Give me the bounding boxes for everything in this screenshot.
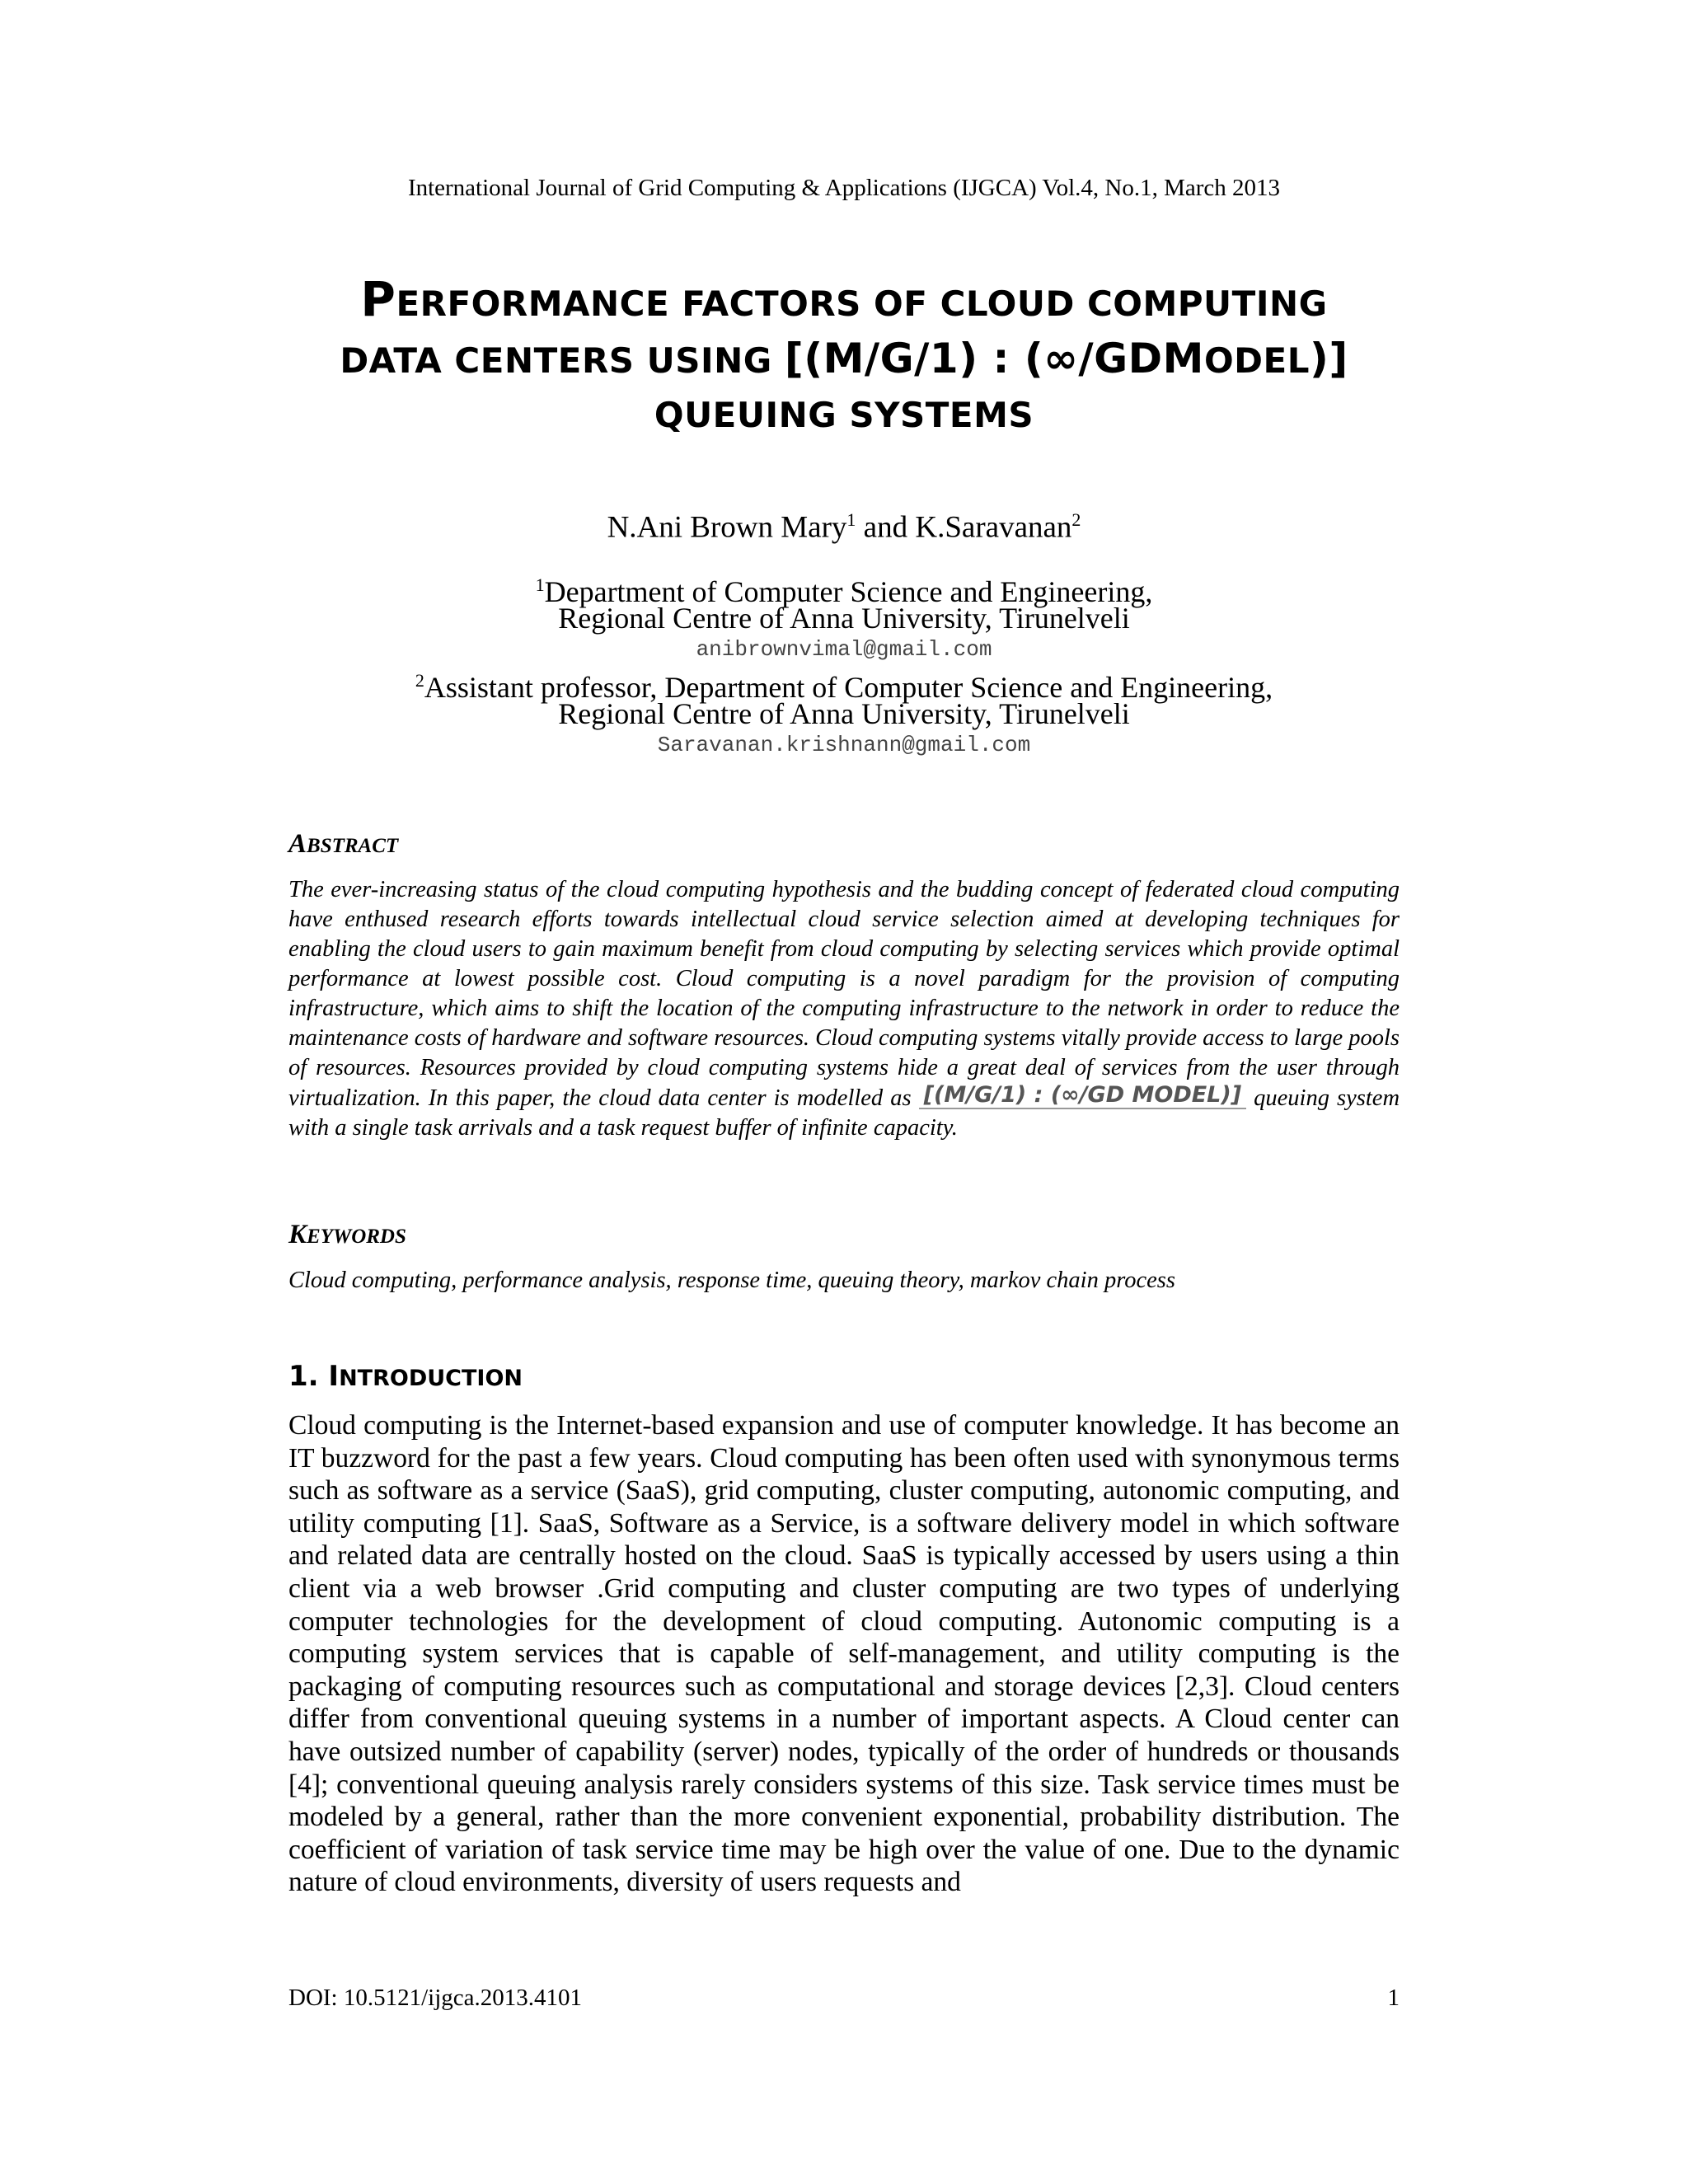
introduction-body: Cloud computing is the Internet-based expansion and use of computer knowledge. It has become an IT buzzword for the past a few years. Cloud computing has been often used with synonymous terms such as software as a service (SaaS), grid computing, cluster computing, autonomic computing, and utility computing [1]. SaaS, Software as a Service, is a software delivery model in which software and related data are centrally hosted on the cloud. SaaS is typically accessed by users using a thin client via a web browser .Grid computing and cluster computing are two types of underlying computer technologies for the development of cloud computing. Autonomic computing is a computing system services that is capable of self-management, and utility computing is the packaging of computing resources such as computational and storage devices [2,3]. Cloud centers differ from conventional queuing systems in a number of important aspects. A Cloud center can have outsized number of capability (server) nodes, typically of the order of hundreds or thousands [4]; conventional queuing analysis rarely considers systems of this size. Task service times must be modeled by a general, rather than the more convenient exponential, probability distribution. The coefficient of variation of task service time may be high over the value of one. Due to the dynamic nature of cloud environments, diversity of users requests and: [288, 1410, 1400, 1898]
abstract-body: The ever-increasing status of the cloud computing hypothesis and the budding concept of federated cloud computing have enthused research efforts towards intellectual cloud service selection aimed at developing techniques for enabling the cloud users to gain maximum benefit from cloud computing by selecting services which provide optimal performance at lowest possible cost. Cloud computing is a novel paradigm for the provision of computing infrastructure, which aims to shift the location of the computing infrastructure to the network in order to reduce the maintenance costs of hardware and software resources. Cloud computing systems vitally provide access to large pools of resources. Resources provided by cloud computing systems hide a great deal of services from the user through virtualization. In this paper, the cloud data center is modelled as [(M/G/1) : (∞/GD MODEL)] queuing system with a single task arrivals and a task request buffer of infinite capacity.: [288, 877, 1400, 1141]
footer-doi: DOI: 10.5121/ijgca.2013.4101: [288, 1985, 583, 2011]
affiliations: [0, 569, 1688, 760]
affiliation-2-institution: Regional Centre of Anna University, Tirunelveli: [558, 697, 1130, 730]
journal-header: International Journal of Grid Computing & Applications (IJGCA) Vol.4, No.1, March 2013: [407, 175, 1281, 201]
keywords-heading: KEYWORDS: [288, 1220, 406, 1249]
queuing-model-image: [(M/G/1) : (∞/GD MODEL)]: [919, 1083, 1246, 1109]
page-number: 1: [1387, 1985, 1400, 2011]
abstract-heading: ABSTRACT: [288, 829, 399, 859]
title-line-2: DATA CENTERS USING [(M/G/1) : (∞/GDMODEL)]: [340, 335, 1348, 382]
affiliation-1-dept: $^1$Department of Computer Science and Engineering,: [535, 574, 1153, 608]
affiliation-2-dept: $^2$Assistant professor, Department of Computer Science and Engineering,: [415, 670, 1273, 704]
author-2-email: Saravanan.krishnann@gmail.com: [657, 733, 1031, 757]
title-line-3: QUEUING SYSTEMS: [654, 395, 1034, 435]
author-list: [0, 499, 1688, 548]
author-name: K.Saravanan: [915, 510, 1072, 545]
author-1-email: anibrownvimal@gmail.com: [696, 637, 992, 662]
author-superscript: 2: [1071, 509, 1081, 530]
introduction-heading: 1. INTRODUCTION: [288, 1360, 523, 1393]
author-name: N.Ani Brown Mary: [607, 510, 847, 545]
keywords-body: Cloud computing, performance analysis, response time, queuing theory, markov chain process: [288, 1268, 1175, 1293]
paper-title: [206, 272, 1482, 443]
author-joiner: and: [856, 510, 916, 545]
affiliation-1-institution: Regional Centre of Anna University, Tirunelveli: [558, 602, 1130, 635]
author-superscript: 1: [846, 509, 856, 530]
title-line-1: PERFORMANCE FACTORS OF CLOUD COMPUTING: [360, 271, 1328, 327]
